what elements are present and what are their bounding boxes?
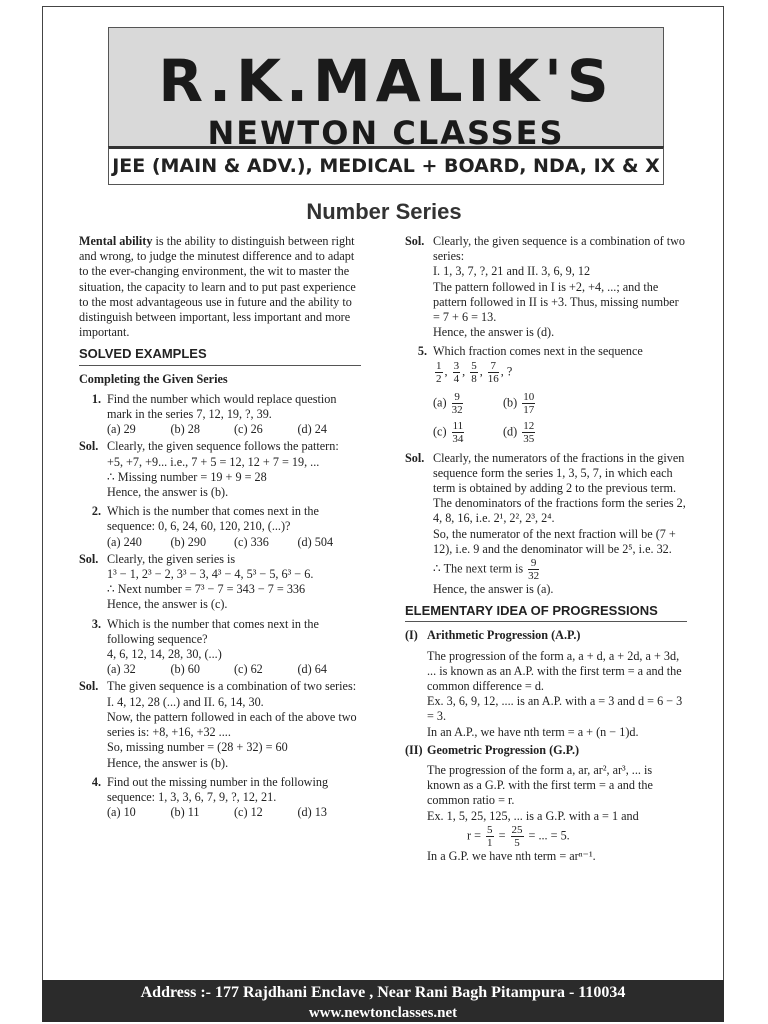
sol-line: Hence, the answer is (b). [107,485,229,500]
question-2 [79,504,361,550]
solution-5 [405,451,687,598]
sol-line: The given sequence is a combination of two series: [107,679,357,694]
option: (a) 29 [107,422,136,437]
header-banner [108,27,664,185]
option: (d) $\frac{12}{35}$ [503,419,535,445]
brand-block [108,27,664,152]
ap-label: (I) [405,628,418,643]
footer-website: www.newtonclasses.net [308,1005,458,1021]
sol-line: Clearly, the given series is [107,551,236,566]
gp-title: Geometric Progression (G.P.) [427,742,580,757]
gp-ratio-line: r = $\frac{5}{1}$ = $\frac{25}{5}$ = ... = 5. [467,823,570,849]
option: (c) 62 [234,662,263,677]
left-column [79,234,361,822]
question-number: 4. [91,774,101,789]
solved-examples-heading: SOLVED EXAMPLES [79,346,361,365]
fraction-sequence: $\frac{1}{2}$ , $\frac{3}{4}$ , $\frac{5}{8}$ , $\frac{7}{16}$ , ? [436,359,513,385]
option: (b) 60 [170,662,200,677]
solution-4 [405,234,687,340]
option: (a) 240 [107,534,142,549]
option: (c) 26 [234,422,263,437]
sol-line: I. 4, 12, 28 (...) and II. 6, 14, 30. [107,694,264,709]
question-text: Find out the missing number in the following sequence: 1, 3, 3, 6, 7, 9, ?, 12, 21. [107,774,329,804]
option: (a) 10 [107,805,136,820]
sol-line: Now, the pattern followed in each of the above two series is: +8, +16, +32 .... [107,709,357,740]
sol-line: So, missing number = (28 + 32) = 60 [107,740,288,755]
ap-line: Ex. 3, 6, 9, 12, .... is an A.P. with a = 3 and d = 6 − 3 = 3. [427,694,683,724]
sol-label: Sol. [405,234,425,248]
footer [42,980,724,1022]
ap-line: In an A.P., we have nth term = a + (n − 1)d. [427,724,639,739]
brand-name: R.K.MALIK'S [158,47,614,115]
options [107,422,361,437]
question-number: 3. [91,616,101,631]
option: (b) 11 [170,805,200,820]
brand-subtitle: NEWTON CLASSES [207,114,565,152]
completing-series-heading: Completing the Given Series [79,371,228,386]
sol-label: Sol. [79,551,99,566]
question-text: Find the number which would replace question mark in the series 7, 12, 19, ?, 39. [107,391,337,422]
progressions-heading: ELEMENTARY IDEA OF PROGRESSIONS [405,603,687,622]
question-sequence: 4, 6, 12, 14, 28, 30, (...) [107,647,222,662]
sol-line: ∴ Next number = 7³ − 7 = 343 − 7 = 336 [107,582,306,597]
options [107,662,361,677]
gp-line: The progression of the form a, ar, ar², ar³, ... is known as a G.P. with the first term = a and the common ratio = r. [427,763,653,808]
gp-line: In a G.P. we have nth term = arⁿ⁻¹. [427,848,596,863]
sol-line: Clearly, the given sequence follows the pattern: [107,439,339,454]
sol-line: ∴ Missing number = 19 + 9 = 28 [107,469,267,484]
footer-address: Address :- 177 Rajdhani Enclave , Near Rani Bagh Pitampura - 110034 [140,984,626,1001]
sol-line: Hence, the answer is (d). [433,325,555,340]
solution-2 [79,552,361,613]
sol-line: Clearly, the given sequence is a combination of two series: [433,234,686,264]
question-text: Which fraction comes next in the sequence [433,344,643,359]
intro-bold: Mental ability [79,234,153,248]
question-3 [79,617,361,678]
courses-line: JEE (MAIN & ADV.), MEDICAL + BOARD, NDA, IX & X [108,146,664,185]
option: (b) 28 [170,422,200,437]
option: (b) 290 [170,534,207,549]
fraction: $\frac{5}{8}$ [471,359,477,385]
option: (d) 64 [297,662,327,677]
option: (b) $\frac{10}{17}$ [503,390,535,416]
intro-paragraph [79,234,361,340]
solution-1 [79,439,361,500]
sol-line: ∴ The next term is $\frac{9}{32}$ [433,557,540,583]
gp-label: (II) [405,742,423,757]
question-4 [79,775,361,821]
intro-text: is the ability to distinguish between right and wrong, to judge the minutest difference and to adapt to the ever-changing environment, the wit to master the situation, the capacity to learn and to put past experience to the most advantageous use in future and the ability to distinguish between important, less important and more important. [79,234,356,340]
option: (c) 336 [234,534,269,549]
sol-line: The pattern followed in I is +2, +4, ...; and the pattern followed in II is +3. Thus, missing number = 7 + 6 = 13. [433,279,679,325]
sol-label: Sol. [79,679,99,694]
sol-line: 1³ − 1, 2³ − 2, 3³ − 3, 4³ − 4, 5³ − 5, 6³ − 6. [107,567,314,582]
question-number: 1. [91,391,101,406]
sol-line: Clearly, the numerators of the fractions in the given sequence form the series 1, 3, 5, 7, in which each term is obtained by adding 2 to the previous term. The denominators of the fractions form the series 2, 4, 8, 16, i.e. 2¹, 2², 2³, 2⁴. [433,450,686,526]
sol-line: Hence, the answer is (b). [107,755,229,770]
question-text: Which is the number that comes next in the sequence: 0, 6, 24, 60, 120, 210, (...)? [107,504,319,534]
options [107,805,361,820]
sol-label: Sol. [405,450,425,465]
option: (c) $\frac{11}{34}$ [433,419,464,445]
gp-line: Ex. 1, 5, 25, 125, ... is a G.P. with a = 1 and [427,808,639,823]
right-column [405,234,687,867]
ap-section [405,628,687,739]
question-number: 2. [91,504,101,519]
option: (a) 32 [107,662,136,677]
options [107,535,361,550]
option: (d) 504 [297,534,334,549]
sol-line: I. 1, 3, 7, ?, 21 and II. 3, 6, 9, 12 [433,264,591,279]
page-title: Number Series [306,199,462,224]
solution-3 [79,679,361,770]
question-1 [79,392,361,438]
question-text: Which is the number that comes next in the following sequence? [107,616,319,646]
sol-line: Hence, the answer is (a). [433,582,554,597]
fraction: $\frac{1}{2}$ [436,359,442,385]
option: (a) $\frac{9}{32}$ [433,390,463,416]
question-5 [405,344,687,384]
sol-label: Sol. [79,439,99,454]
ap-title: Arithmetic Progression (A.P.) [427,628,581,643]
option: (d) 13 [297,805,327,820]
option: (c) 12 [234,805,263,820]
sol-line: So, the numerator of the next fraction will be (7 + 12), i.e. 9 and the denominator will be 2⁵, i.e. 32. [433,526,676,556]
fraction: $\frac{3}{4}$ [453,359,460,385]
sol-line: Hence, the answer is (c). [107,597,228,612]
fraction: $\frac{7}{16}$ [487,359,499,385]
option: (d) 24 [297,422,327,437]
fraction-options [405,391,687,445]
gp-section [405,743,687,864]
sol-line: +5, +7, +9... i.e., 7 + 5 = 12, 12 + 7 = 19, ... [107,454,320,469]
ap-line: The progression of the form a, a + d, a + 2d, a + 3d, ... is known as an A.P. with the first term = a and the common difference = d. [427,648,682,694]
question-number: 5. [417,344,427,359]
